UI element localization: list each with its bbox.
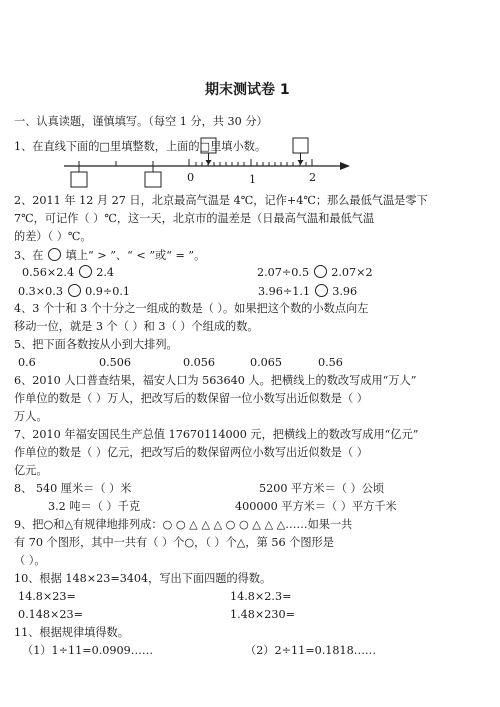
question-7-line-1: 7、2010 年福安国民生产总值 17670114000 元，把横线上的数改写成用“亿元” xyxy=(14,428,419,441)
question-6-line-3: 万人。 xyxy=(14,410,48,423)
compare-circle-icon xyxy=(68,284,81,297)
compare-right: 3.96 xyxy=(332,285,358,298)
question-3 xyxy=(14,248,205,263)
compare-item-1 xyxy=(22,265,114,280)
compare-left: 2.07÷0.5 xyxy=(257,266,310,279)
question-2-line-3: 的差）（ ）℃。 xyxy=(14,230,92,243)
axis-label-0: 0 xyxy=(187,171,195,184)
pattern-item-2: （2）2÷11=0.1818…… xyxy=(245,644,377,657)
compare-circle-icon xyxy=(315,284,328,297)
question-9-line-2: 有 70 个图形，其中一共有（ ）个○，（ ）个△，第 56 个图形是 xyxy=(14,536,334,549)
calc-item: 14.8×23= xyxy=(18,590,76,603)
number-item: 0.506 xyxy=(99,356,132,369)
circle-blank-icon xyxy=(48,248,61,261)
answer-box-lower-1 xyxy=(71,172,87,187)
question-7-line-2: 作单位的数是（ ）亿元，把改写后的数保留两位小数写出近似数是（ ） xyxy=(14,446,368,459)
compare-right: 2.07×2 xyxy=(331,266,373,279)
page-title: 期末测试卷 1 xyxy=(205,82,290,98)
pattern-item-1: （1）1÷11=0.0909…… xyxy=(22,644,154,657)
compare-item-2 xyxy=(257,265,373,280)
number-item: 0.056 xyxy=(183,356,216,369)
calc-item: 1.48×230= xyxy=(230,608,296,621)
question-7-line-3: 亿元。 xyxy=(14,464,48,477)
compare-circle-icon xyxy=(314,265,327,278)
question-6-line-2: 作单位的数是（ ）万人，把改写后的数保留一位小数写出近似数是（ ） xyxy=(14,392,368,405)
answer-box-lower-2 xyxy=(145,172,161,187)
question-4-line-2: 移动一位，就是 3 个（ ）和 3（ ）个组成的数。 xyxy=(14,320,259,333)
question-4-line-1: 4、3 个十和 3 个十分之一组成的数是（ ）。如果把这个数的小数点向左 xyxy=(14,302,369,315)
number-item: 0.6 xyxy=(18,356,36,369)
question-8-row-2-left: 3.2 吨＝（ ）千克 xyxy=(48,500,141,513)
answer-box-upper-2 xyxy=(293,138,308,153)
question-9-line-1: 9、把○和△有规律地排列成：○ ○ △ △ △ ○ ○ △ △ △……如果一共 xyxy=(14,518,353,531)
compare-item-3 xyxy=(18,284,130,299)
question-11: 11、根据规律填得数。 xyxy=(14,626,129,639)
compare-right: 0.9÷0.1 xyxy=(85,285,131,298)
compare-item-4 xyxy=(258,284,357,299)
question-1: 1、在直线下面的□里填整数，上面的□里填小数。 xyxy=(14,140,267,153)
calc-item: 0.148×23= xyxy=(18,608,84,621)
section-heading: 一、认真读题，谨慎填写。（每空 1 分，共 30 分） xyxy=(14,115,268,128)
question-8-row-1-left: 8、 540 厘米＝（ ）米 xyxy=(14,482,132,495)
question-8-row-2-right: 400000 平方米＝（ ）平方千米 xyxy=(235,500,397,513)
compare-left: 0.56×2.4 xyxy=(22,266,75,279)
calc-item: 14.8×2.3= xyxy=(230,590,292,603)
compare-left: 3.96÷1.1 xyxy=(258,285,311,298)
compare-left: 0.3×0.3 xyxy=(18,285,63,298)
answer-box-upper-1 xyxy=(201,138,216,153)
axis-label-1: 1 xyxy=(249,173,257,186)
compare-right: 2.4 xyxy=(96,266,114,279)
question-2-line-2: 7℃，可记作（ ）℃，这一天，北京市的温差是（日最高气温和最低气温 xyxy=(14,212,375,225)
question-6-line-1: 6、2010 人口普查结果，福安人口为 563640 人。把横线上的数改写成用“万人” xyxy=(14,374,417,387)
question-10: 10、根据 148×23=3404，写出下面四题的得数。 xyxy=(14,572,272,585)
question-2-line-1: 2、2011 年 12 月 27 日，北京最高气温是 4℃，记作+4℃；那么最低气温是零下 xyxy=(14,194,428,207)
number-item: 0.56 xyxy=(318,356,343,369)
axis-label-2: 2 xyxy=(309,171,317,184)
question-9-line-3: （ ）。 xyxy=(14,554,46,567)
compare-circle-icon xyxy=(79,265,92,278)
question-8-row-1-right: 5200 平方米＝（ ）公顷 xyxy=(259,482,385,495)
question-5: 5、把下面各数按从小到大排列。 xyxy=(14,338,178,351)
question-3-lead: 3、在 xyxy=(14,249,44,262)
question-3-tail: 填上“ > ”、“ < ”或“ = ”。 xyxy=(65,249,206,262)
number-item: 0.065 xyxy=(250,356,283,369)
